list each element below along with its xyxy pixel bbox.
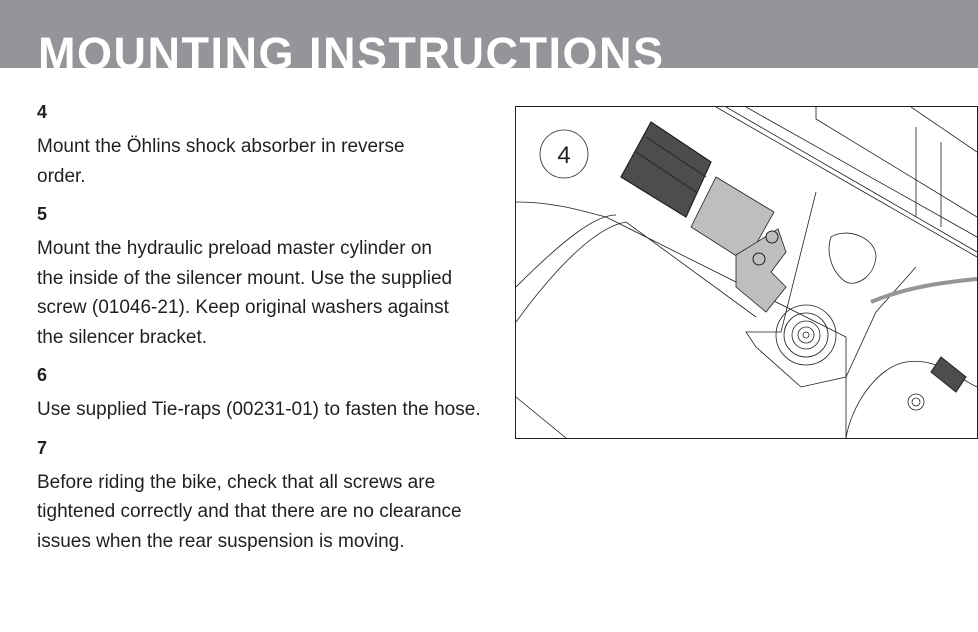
instruction-steps (37, 100, 487, 567)
step-5 (37, 202, 487, 352)
step-4 (37, 100, 487, 191)
step-text: Use supplied Tie-raps (00231-01) to fasten the hose. (37, 399, 481, 420)
step-number: 6 (37, 365, 48, 385)
preload-cylinder (691, 177, 786, 312)
page-title: MOUNTING INSTRUCTIONS (38, 28, 665, 68)
step-6 (37, 363, 487, 425)
step-text: Mount the hydraulic preload master cylinder on the inside of the silencer mount. Use the supplied screw (01046-21). Keep original washers against the silencer bracket. (37, 238, 453, 348)
step-text: Mount the Öhlins shock absorber in reverse order. (37, 136, 405, 187)
step-text: Before riding the bike, check that all screws are tightened correctly and that there are no clearance issues when the rear suspension is moving. (37, 471, 462, 552)
step-number: 7 (37, 437, 48, 458)
adjuster-knob-icon (931, 357, 966, 392)
step-number: 4 (37, 102, 48, 122)
shock-absorber-drawing (516, 107, 977, 438)
step-number: 5 (37, 204, 48, 224)
step-7 (37, 436, 487, 557)
page-header (0, 0, 978, 68)
figure-step-label: 4 (557, 142, 571, 169)
preload-knob-icon (621, 122, 711, 217)
mounting-illustration (515, 106, 978, 439)
